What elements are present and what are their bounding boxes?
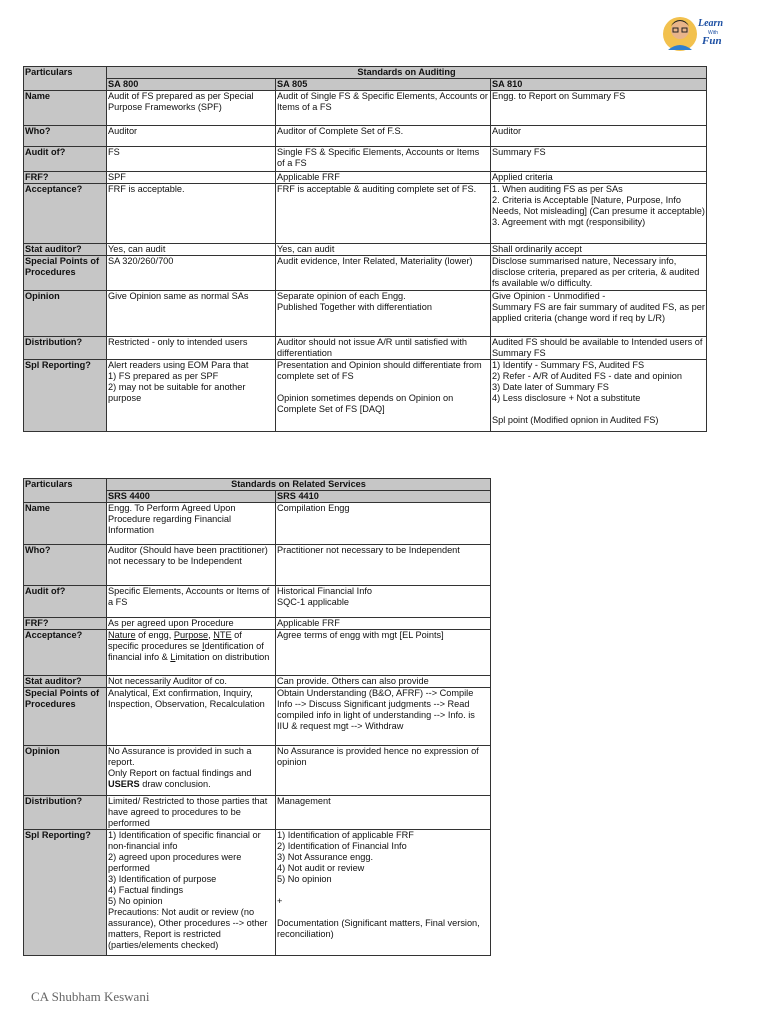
table-cell: As per agreed upon Procedure [107, 618, 276, 630]
text-span: L [170, 652, 176, 662]
table-cell: No Assurance is provided hence no expression of opinion [276, 746, 491, 796]
table-cell: Give Opinion - Unmodified - Summary FS are fair summary of audited FS, as per applied criteria (change word if req by L/R) [491, 291, 707, 337]
table-cell: Applied criteria [491, 172, 707, 184]
table-row [24, 360, 707, 432]
table-cell: Applicable FRF [276, 172, 491, 184]
row-label: Opinion [24, 746, 107, 796]
text-span: of specific procedures se [108, 630, 242, 651]
column-header: SA 810 [491, 79, 707, 91]
table-cell: Analytical, Ext confirmation, Inquiry, Inspection, Observation, Recalculation [107, 688, 276, 746]
table-row [24, 746, 491, 796]
row-label: FRF? [24, 172, 107, 184]
table-cell: Management [276, 796, 491, 830]
particulars-header: Particulars [24, 67, 107, 91]
author-footer: CA Shubham Keswani [31, 989, 150, 1004]
column-header: SA 800 [107, 79, 276, 91]
table-row [24, 91, 707, 126]
table-row [24, 796, 491, 830]
table-cell: Compilation Engg [276, 503, 491, 545]
table-row [24, 126, 707, 147]
table-cell: FRF is acceptable & auditing complete set of FS. [276, 184, 491, 244]
table-cell: Single FS & Specific Elements, Accounts or Items of a FS [276, 147, 491, 172]
table-cell: Audit of Single FS & Specific Elements, Accounts or Items of a FS [276, 91, 491, 126]
text-span: Purpose [173, 630, 209, 640]
row-label: Name [24, 91, 107, 126]
table-cell: Engg. To Perform Agreed Upon Procedure regarding Financial Information [107, 503, 276, 545]
group-header: Standards on Auditing [107, 67, 707, 79]
row-label: Spl Reporting? [24, 830, 107, 956]
table-row [24, 244, 707, 256]
table-cell: Yes, can audit [276, 244, 491, 256]
table-cell: 1. When auditing FS as per SAs 2. Criteria is Acceptable [Nature, Purpose, Info Needs, Not misleading] (Can presume it acceptable) 3. Agreement with mgt (responsibility) [491, 184, 707, 244]
table-row [24, 830, 491, 956]
row-label: Who? [24, 545, 107, 586]
row-label: Special Points of Procedures [24, 256, 107, 291]
table-cell: FS [107, 147, 276, 172]
table-cell: Limited/ Restricted to those parties that have agreed to procedures to be performed [107, 796, 276, 830]
text-span: imitation on distribution [175, 652, 270, 662]
table-row [24, 184, 707, 244]
table-cell [107, 746, 276, 796]
text-span: , [208, 630, 214, 640]
row-label: Distribution? [24, 337, 107, 360]
table-cell: Auditor [491, 126, 707, 147]
table-cell: SPF [107, 172, 276, 184]
row-label: Acceptance? [24, 184, 107, 244]
row-label: Stat auditor? [24, 244, 107, 256]
table-cell: Applicable FRF [276, 618, 491, 630]
table-row [24, 503, 491, 545]
row-label: Opinion [24, 291, 107, 337]
table-cell: Agree terms of engg with mgt [EL Points] [276, 630, 491, 676]
table-cell: Specific Elements, Accounts or Items of a FS [107, 586, 276, 618]
related-services-table [23, 478, 491, 956]
row-label: Spl Reporting? [24, 360, 107, 432]
text-span: of engg, [135, 630, 174, 640]
table-cell: Audit evidence, Inter Related, Materiality (lower) [276, 256, 491, 291]
row-label: Special Points of Procedures [24, 688, 107, 746]
table-cell: Can provide. Others can also provide [276, 676, 491, 688]
table-row [24, 545, 491, 586]
table-cell: Auditor [107, 126, 276, 147]
text-span: I [201, 641, 205, 651]
column-header: SA 805 [276, 79, 491, 91]
table-cell [107, 630, 276, 676]
table-cell: Alert readers using EOM Para that 1) FS prepared as per SPF 2) may not be suitable for another purpose [107, 360, 276, 432]
table-row [24, 618, 491, 630]
table-cell: Separate opinion of each Engg. Published Together with differentiation [276, 291, 491, 337]
text-span: draw conclusion. [139, 779, 211, 789]
text-span: NTE [213, 630, 232, 640]
group-header: Standards on Related Services [107, 479, 491, 491]
text-span: USERS [108, 779, 140, 789]
table-cell: Restricted - only to intended users [107, 337, 276, 360]
table-row [24, 291, 707, 337]
table-cell: Auditor should not issue A/R until satisfied with differentiation [276, 337, 491, 360]
table-cell: Practitioner not necessary to be Independent [276, 545, 491, 586]
column-header: SRS 4400 [107, 491, 276, 503]
table-cell: Auditor (Should have been practitioner) not necessary to be Independent [107, 545, 276, 586]
table-cell: Engg. to Report on Summary FS [491, 91, 707, 126]
row-label: Audit of? [24, 586, 107, 618]
learn-with-fun-logo [660, 10, 730, 56]
row-label: Acceptance? [24, 630, 107, 676]
table-cell: Historical Financial Info SQC-1 applicable [276, 586, 491, 618]
table-cell: Summary FS [491, 147, 707, 172]
table-row [24, 172, 707, 184]
table-cell: Audit of FS prepared as per Special Purpose Frameworks (SPF) [107, 91, 276, 126]
logo-word-2: With [708, 30, 718, 36]
row-label: Who? [24, 126, 107, 147]
table-row [24, 147, 707, 172]
row-label: FRF? [24, 618, 107, 630]
table-cell: Not necessarily Auditor of co. [107, 676, 276, 688]
logo-word-3: Fun [702, 35, 722, 47]
table-row [24, 337, 707, 360]
table-row [24, 586, 491, 618]
text-span: Nature [108, 630, 136, 640]
text-span: dentification of financial info & [108, 641, 264, 662]
table-cell: FRF is acceptable. [107, 184, 276, 244]
table-row [24, 676, 491, 688]
table-cell: 1) Identification of applicable FRF 2) Identification of Financial Info 3) Not Assurance engg. 4) Not audit or review 5) No opinion + Documentation (Significant matters, Final version, reconciliation) [276, 830, 491, 956]
text-span: No Assurance is provided in such a report. Only Report on factual findings and [108, 746, 252, 778]
table-cell: Disclose summarised nature, Necessary info, disclose criteria, prepared as per criteria, & audited fs available w/o difficulty. [491, 256, 707, 291]
table-cell: SA 320/260/700 [107, 256, 276, 291]
table-row [24, 688, 491, 746]
table-cell: Presentation and Opinion should differentiate from complete set of FS Opinion sometimes depends on Opinion on Complete Set of FS [DAQ] [276, 360, 491, 432]
row-label: Distribution? [24, 796, 107, 830]
table-cell: Shall ordinarily accept [491, 244, 707, 256]
column-header: SRS 4410 [276, 491, 491, 503]
logo-word-1: Learn [698, 18, 723, 29]
row-label: Audit of? [24, 147, 107, 172]
table-cell: 1) Identification of specific financial or non-financial info 2) agreed upon procedures were performed 3) Identification of purpose 4) Factual findings 5) No opinion Precautions: Not audit or review (no assurance), Other procedures --> other matters, Report is restricted (parties/elements checked) [107, 830, 276, 956]
table-cell: Audited FS should be available to Intended users of Summary FS [491, 337, 707, 360]
table-cell: Yes, can audit [107, 244, 276, 256]
auditing-standards-table [23, 66, 707, 432]
table-row [24, 630, 491, 676]
table-cell: Auditor of Complete Set of F.S. [276, 126, 491, 147]
table-cell: 1) Identify - Summary FS, Audited FS 2) Refer - A/R of Audited FS - date and opinion 3) Date later of Summary FS 4) Less disclosure + Not a substitute Spl point (Modified opnion in Audited FS) [491, 360, 707, 432]
row-label: Name [24, 503, 107, 545]
particulars-header: Particulars [24, 479, 107, 503]
table-row [24, 256, 707, 291]
table-cell: Obtain Understanding (B&O, AFRF) --> Compile Info --> Discuss Significant judgments --> Read compiled info in light of understanding --> Info. is IIU & request mgt --> Withdraw [276, 688, 491, 746]
row-label: Stat auditor? [24, 676, 107, 688]
table-cell: Give Opinion same as normal SAs [107, 291, 276, 337]
